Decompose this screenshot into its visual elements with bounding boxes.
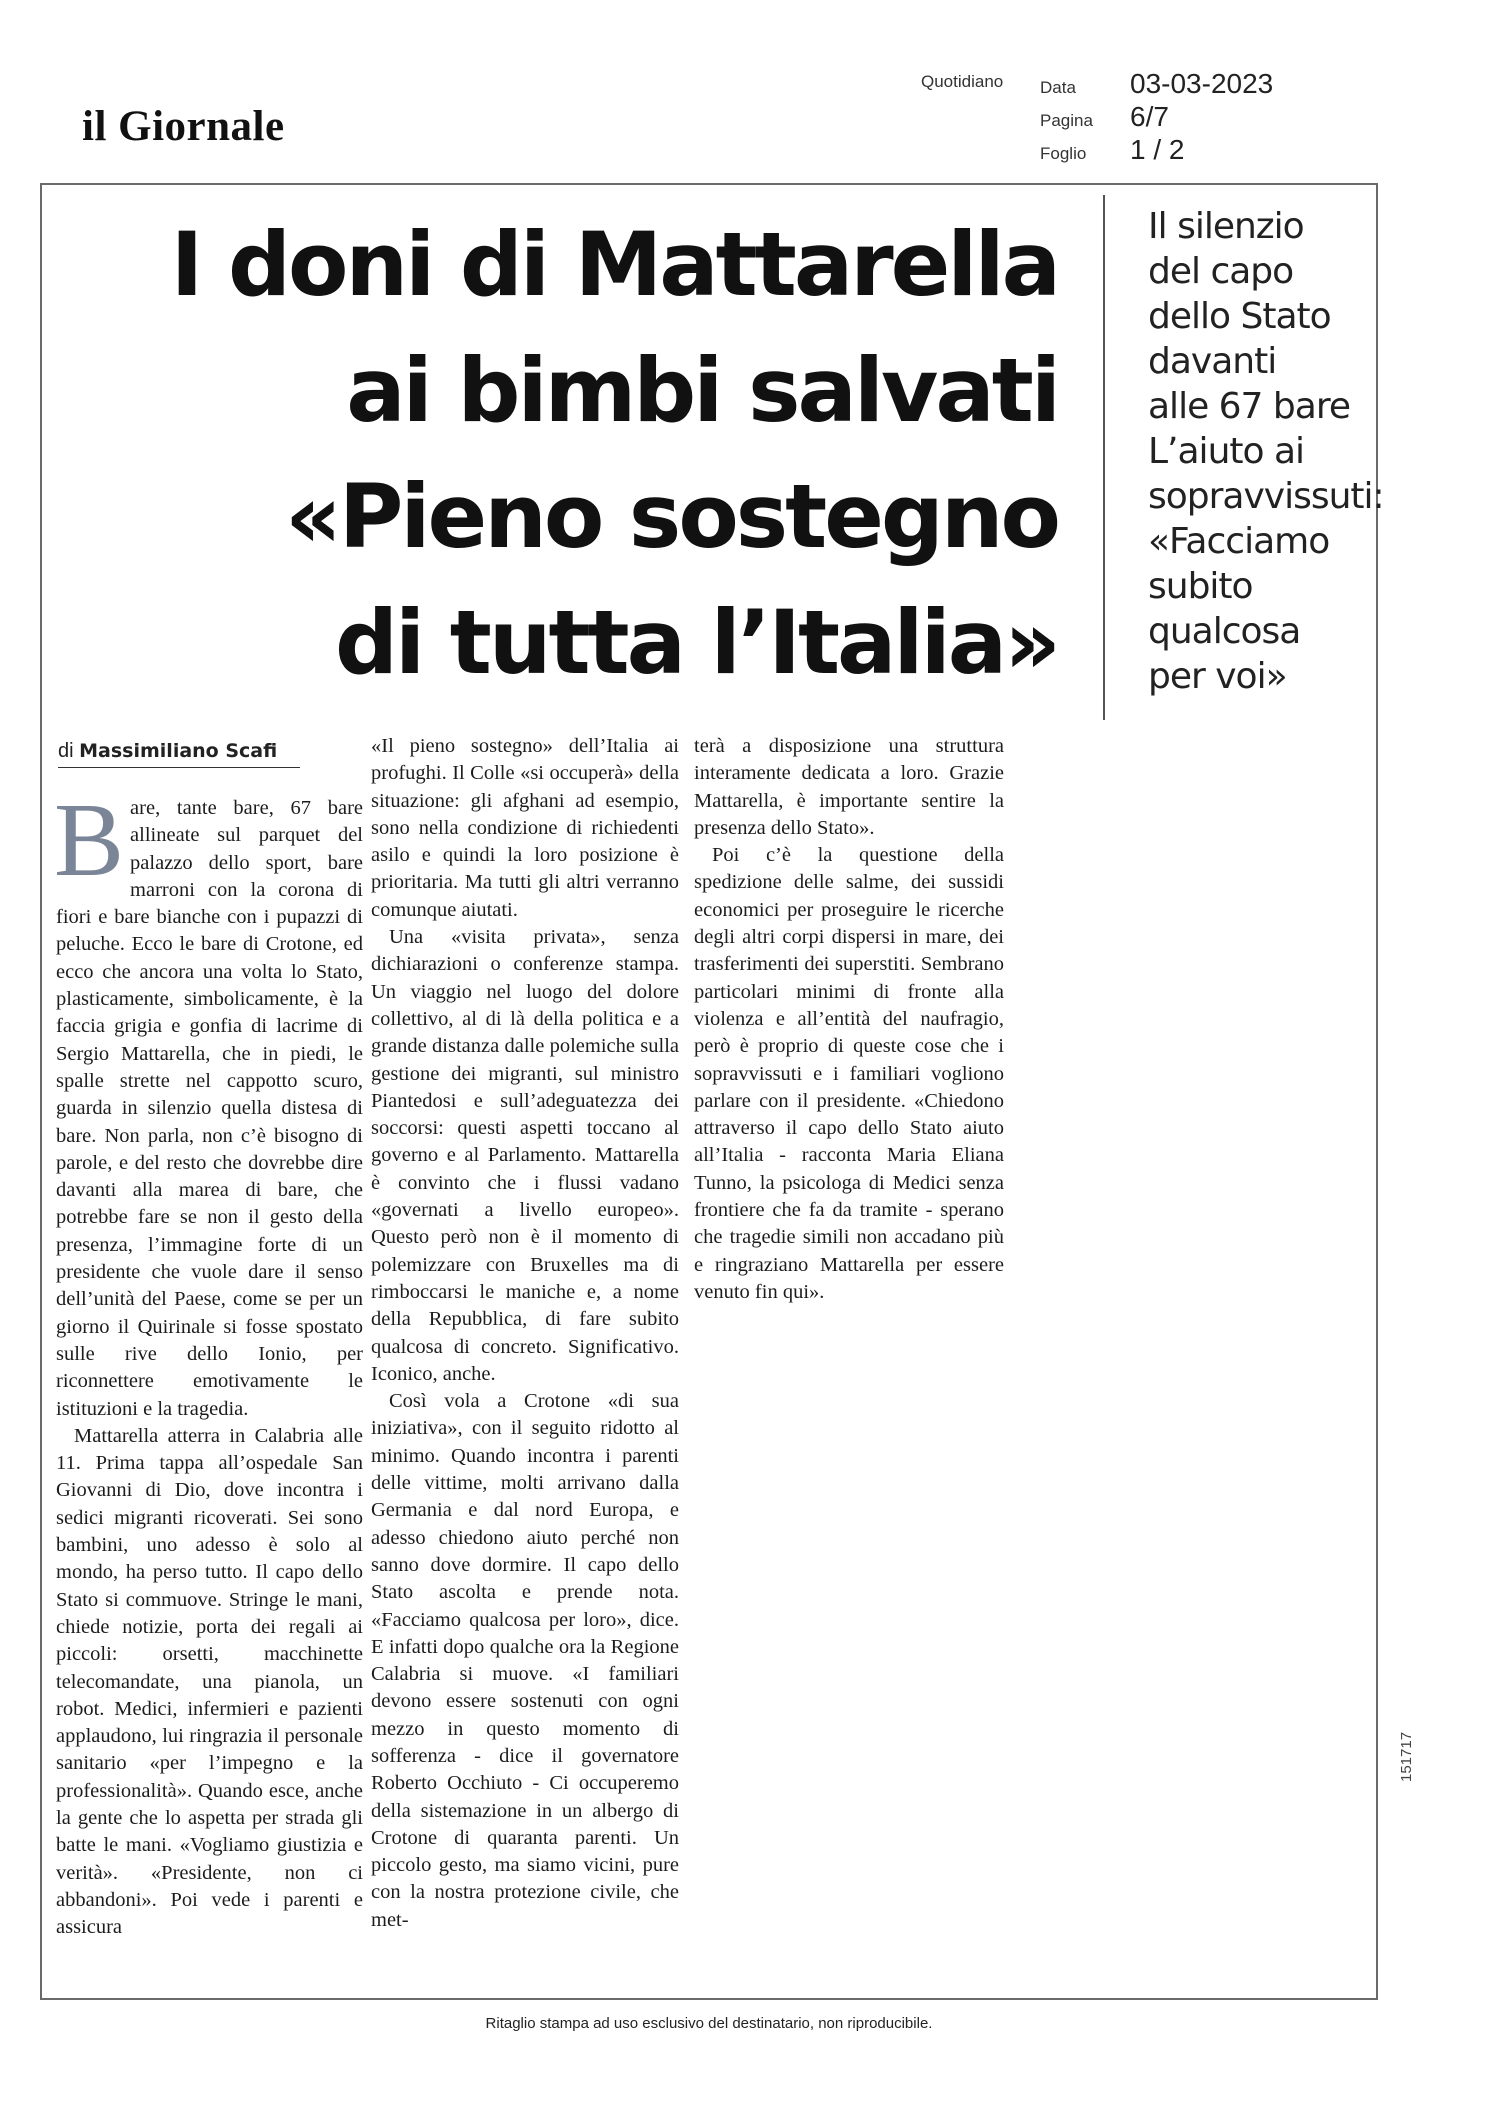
deck-line: del capo <box>1148 251 1294 292</box>
drop-cap: B <box>54 781 125 898</box>
date-label: Data <box>1040 78 1076 97</box>
byline-author: Massimiliano Scafi <box>79 740 278 762</box>
masthead: il Giornale <box>82 103 285 150</box>
paragraph: terà a disposizione una struttura interamente dedicata a loro. Grazie Mattarella, è importante sentire la presenza dello Stato». <box>694 735 1004 839</box>
footer-notice: Ritaglio stampa ad uso esclusivo del destinatario, non riproducibile. <box>485 2015 933 2032</box>
deck-line: alle 67 bare <box>1148 386 1350 427</box>
sheet-label: Foglio <box>1040 144 1087 163</box>
headline-line: ai bimbi salvati <box>346 339 1058 442</box>
byline-prefix: di <box>58 740 74 762</box>
page-label: Pagina <box>1040 111 1093 130</box>
headline-line: «Pieno sostegno <box>285 465 1058 568</box>
deck-line: qualcosa <box>1148 611 1301 652</box>
divider <box>1103 195 1105 720</box>
deck-line: subito <box>1148 566 1253 607</box>
deck-line: sopravvissuti: <box>1148 476 1384 517</box>
paragraph: Mattarella atterra in Calabria alle 11. Prima tappa all’ospedale San Giovanni di Dio, dove incontra i sedici migranti ricoverati. Sei sono bambini, uno adesso è solo al mondo, ha perso tutto. Il capo dello Stato si commuove. Stringe le mani, chiede notizie, porta dei regali ai piccoli: orsetti, macchinette telecomandate, una pianola, un robot. Medici, infermieri e pazienti applaudono, lui ringrazia il personale sanitario «per l’impegno e la professionalità». Quando esce, anche la gente che lo aspetta per strada gli batte le mani. «Vogliamo giustizia e verità». «Presidente, non ci abbandoni». Poi vede i parenti e assicura <box>56 1424 363 1939</box>
paragraph: «Il pieno sostegno» dell’Italia ai profughi. Il Colle «si occuperà» della situazione: gli afghani ad esempio, sono nella condizione di richiedenti asilo e quindi la loro posizione è prioritaria. Ma tutti gli altri verranno comunque aiutati. <box>371 735 679 921</box>
date-value: 03-03-2023 <box>1130 68 1274 99</box>
headline-line: I doni di Mattarella <box>170 213 1058 316</box>
body-column-1 <box>54 781 363 1941</box>
body-column-3 <box>694 733 1004 1306</box>
deck-line: dello Stato <box>1148 296 1331 337</box>
paragraph: Così vola a Crotone «di sua iniziativa», con il seguito ridotto al minimo. Quando incontra i parenti delle vittime, molti arrivano dalla Germania e dal nord Europa, e adesso chiedono aiuto perché non sanno dove dormire. Il capo dello Stato ascolta e prende nota. «Facciamo qualcosa per loro», dice. E infatti dopo qualche ora la Regione Calabria si muove. «I familiari devono essere sostenuti con ogni mezzo in questo momento di sofferenza - dice il governatore Roberto Occhiuto - Ci occuperemo della sistemazione in un albergo di Crotone di quaranta parenti. Un piccolo gesto, ma siamo vicini, pure con la nostra protezione civile, che met- <box>371 1390 679 1931</box>
deck-line: L’aiuto ai <box>1148 431 1305 472</box>
clipping-code: 151717 <box>1398 1731 1415 1782</box>
deck-line: «Facciamo <box>1148 521 1330 562</box>
headline <box>38 202 1058 706</box>
sheet-value: 1 / 2 <box>1130 134 1185 165</box>
deck-line: davanti <box>1148 341 1277 382</box>
headline-line: di tutta l’Italia» <box>334 591 1058 694</box>
deck-line: Il silenzio <box>1148 206 1304 247</box>
byline <box>58 740 300 768</box>
page-value: 6/7 <box>1130 101 1169 132</box>
deck <box>1148 204 1384 699</box>
publication-type: Quotidiano <box>921 72 1004 91</box>
body-column-2 <box>371 733 679 1934</box>
deck-line: per voi» <box>1148 656 1287 697</box>
paragraph: Una «visita privata», senza dichiarazioni o conferenze stampa. Un viaggio nel luogo del dolore collettivo, al di là della politica e a grande distanza dalle polemiche sulla gestione dei migranti, sul ministro Piantedosi e sull’adeguatezza dei soccorsi: questi aspetti toccano al governo e al Parlamento. Mattarella è convinto che i flussi vadano «governati a livello europeo». Questo però non è il momento di polemizzare con Bruxelles ma di rimboccarsi le maniche e, a nome della Repubblica, di fare subito qualcosa di concreto. Significativo. Iconico, anche. <box>371 926 679 1385</box>
paragraph: Bare, tante bare, 67 bare allineate sul parquet del palazzo dello sport, bare marroni con la corona di fiori e bare bianche con i pupazzi di peluche. Ecco le bare di Crotone, ed ecco che ancora una volta lo Stato, plasticamente, simbolicamente, è la faccia grigia e gonfia di lacrime di Sergio Mattarella, che in piedi, le spalle strette nel cappotto scuro, guarda in silenzio quella distesa di bare. Non parla, non c’è bisogno di parole, e del resto che dovrebbe dire davanti alla marea di bare, che potrebbe fare se non il gesto della presenza, l’immagine forte di un presidente che vuole dare il senso dell’unità del Paese, come se per un giorno il Quirinale si fosse spostato sulle rive dello Ionio, per riconnettere emotivamente le istituzioni e la tragedia. <box>54 781 363 1420</box>
paragraph: Poi c’è la questione della spedizione delle salme, dei sussidi economici per proseguire le ricerche degli altri corpi dispersi in mare, dei trasferimenti dei superstiti. Sembrano particolari minimi di fronte alla violenza e all’entità del naufragio, però è proprio di queste cose che i sopravvissuti e i familiari vogliono parlare con il presidente. «Chiedono attraverso il capo dello Stato aiuto all’Italia - racconta Maria Eliana Tunno, la psicologa di Medici senza frontiere che fa da tramite - sperano che tragedie simili non accadano più e ringraziano Mattarella per essere venuto fin qui». <box>694 844 1004 1303</box>
